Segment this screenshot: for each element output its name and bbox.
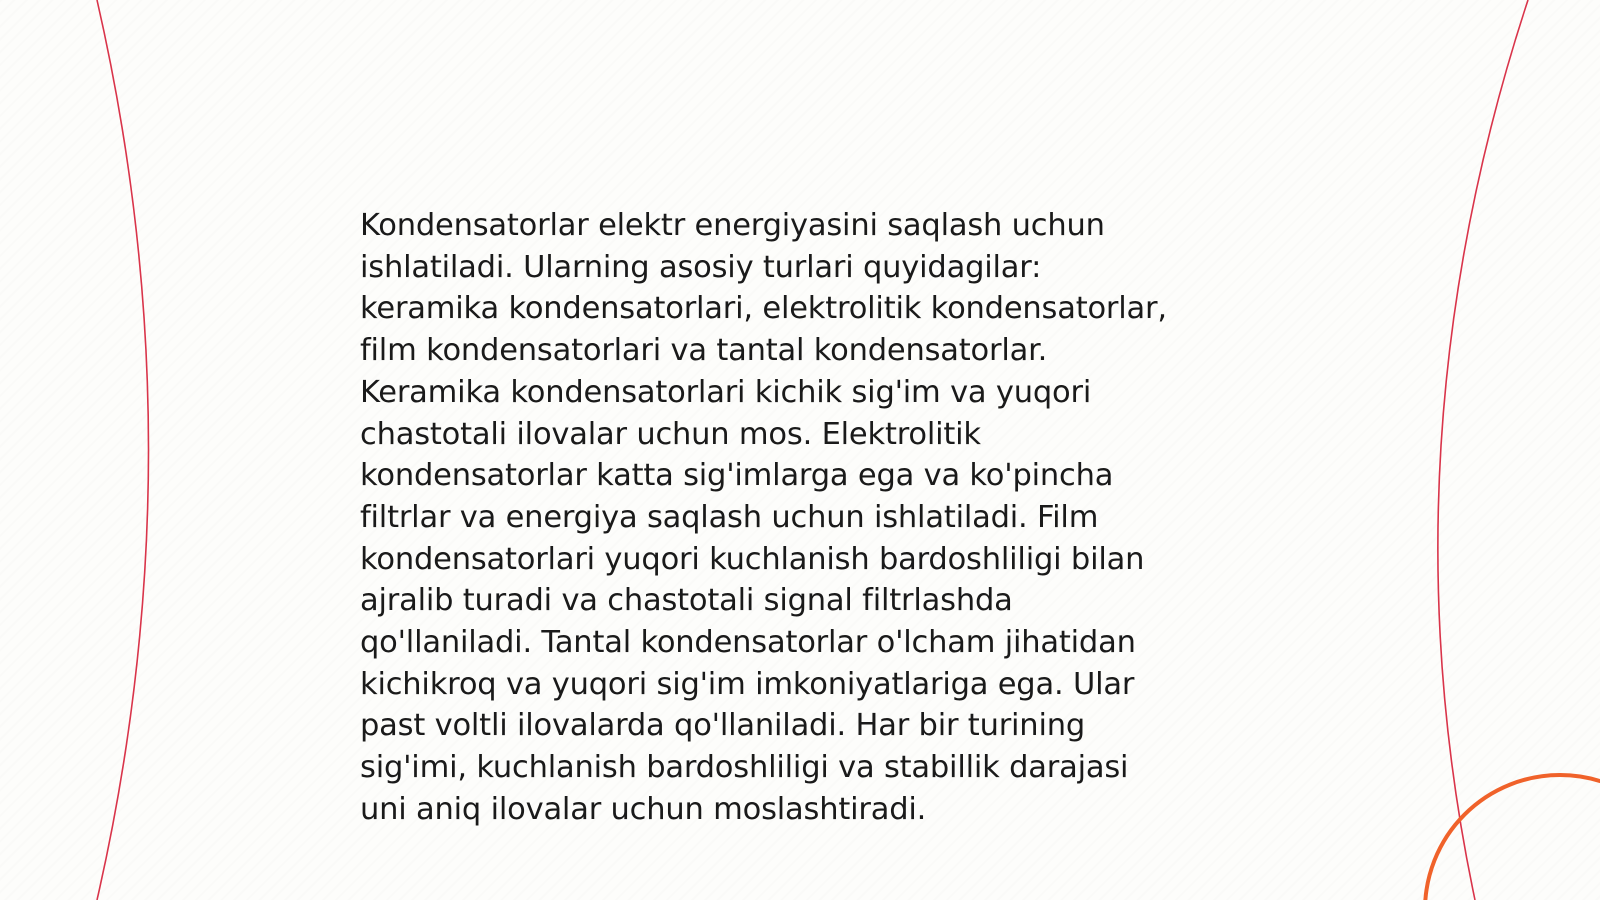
text-line: film kondensatorlari va tantal kondensatorlar. [360, 333, 1048, 369]
text-line: qo'llaniladi. Tantal kondensatorlar o'lcham jihatidan [360, 625, 1136, 661]
slide-body-text [360, 205, 1260, 831]
text-line: kondensatorlar katta sig'imlarga ega va ko'pincha [360, 458, 1114, 494]
orange-decorative-circle [1425, 775, 1600, 900]
text-line: Kondensatorlar elektr energiyasini saqlash uchun [360, 208, 1105, 243]
text-line: ajralib turadi va chastotali signal filtrlashda [360, 583, 1013, 619]
right-decorative-arc [1438, 0, 1528, 900]
text-line: sig'imi, kuchlanish bardoshliligi va stabillik darajasi [360, 750, 1129, 786]
text-line: past voltli ilovalarda qo'llaniladi. Har bir turining [360, 708, 1086, 744]
text-line: ishlatiladi. Ularning asosiy turlari quyidagilar: [360, 249, 1042, 285]
text-line: kondensatorlari yuqori kuchlanish bardoshliligi bilan [360, 541, 1145, 577]
text-line: chastotali ilovalar uchun mos. Elektrolitik [360, 416, 981, 452]
left-decorative-arc [97, 0, 149, 900]
text-line: kichikroq va yuqori sig'im imkoniyatlariga ega. Ular [360, 666, 1135, 702]
text-line: uni aniq ilovalar uchun moslashtiradi. [360, 791, 927, 827]
text-line: filtrlar va energiya saqlash uchun ishlatiladi. Film [360, 499, 1099, 535]
text-line: keramika kondensatorlari, elektrolitik kondensatorlar, [360, 291, 1167, 327]
text-line: Keramika kondensatorlari kichik sig'im va yuqori [360, 374, 1092, 410]
